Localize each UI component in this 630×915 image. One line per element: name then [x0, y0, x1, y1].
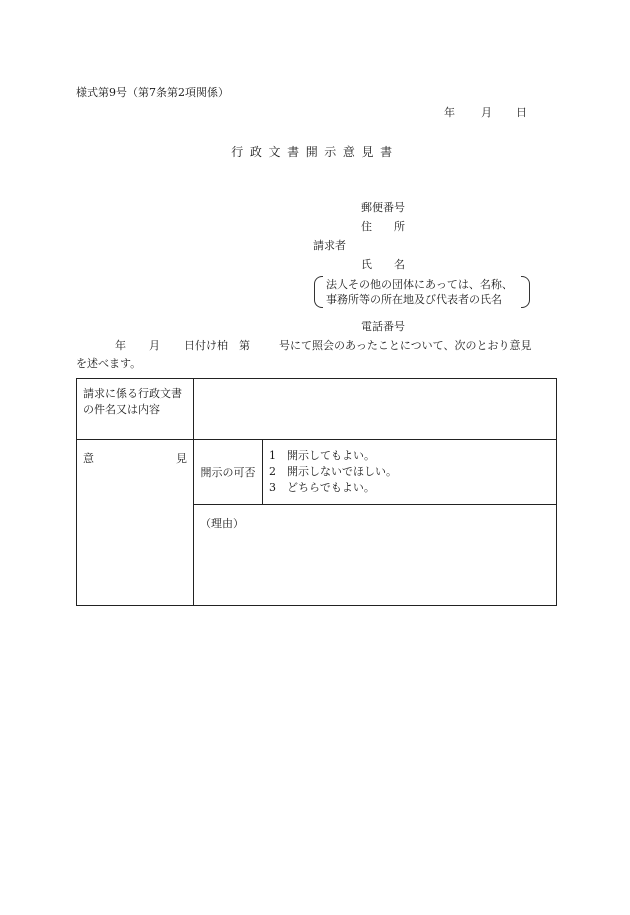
option-text: 開示してもよい。 [287, 449, 375, 462]
intro-year: 年 [115, 339, 126, 352]
left-bracket [314, 276, 323, 308]
option-text: どちらでもよい。 [287, 481, 375, 494]
opinion-label-b: 見 [176, 452, 187, 465]
corporate-note-line2: 事務所等の所在地及び代表者の氏名 [326, 293, 502, 306]
intro-day-text: 日付け柏 第 [184, 339, 250, 352]
form-number: 様式第9号（第7条第2項関係） [76, 86, 229, 99]
intro-line2: を述べます。 [76, 357, 142, 370]
corporate-note-bracket [314, 276, 530, 306]
option-number: 2 [269, 465, 276, 478]
postal-code-label: 郵便番号 [361, 201, 405, 214]
intro-month: 月 [149, 339, 160, 352]
date-year-label: 年 [444, 106, 455, 119]
opinion-table [76, 378, 557, 606]
disclosure-options [263, 440, 557, 505]
address-label: 住 所 [361, 220, 405, 233]
opinion-label-a: 意 [83, 452, 94, 465]
document-title: 行政文書開示意見書 [231, 145, 399, 159]
reason-label: （理由） [200, 517, 244, 530]
corporate-note-line1: 法人その他の団体にあっては、名称、 [326, 278, 513, 291]
option-item[interactable] [269, 448, 556, 464]
name-label: 氏 名 [361, 258, 405, 271]
phone-label: 電話番号 [361, 320, 405, 333]
table-row-subject [77, 379, 557, 440]
table-row-disclosure [77, 440, 557, 505]
opinion-label-cell [77, 440, 194, 606]
option-item[interactable] [269, 464, 556, 480]
intro-rest: 号にて照会のあったことについて、次のとおり意見 [279, 339, 532, 352]
option-text: 開示しないでほしい。 [287, 465, 397, 478]
subject-input[interactable] [194, 379, 557, 440]
reason-field[interactable] [194, 505, 557, 606]
date-day-label: 日 [516, 106, 527, 119]
date-month-label: 月 [481, 106, 492, 119]
requester-label: 請求者 [313, 239, 346, 252]
right-bracket [521, 276, 530, 308]
option-number: 1 [269, 449, 276, 462]
option-number: 3 [269, 481, 276, 494]
option-item[interactable] [269, 480, 556, 496]
disclosure-label: 開示の可否 [194, 440, 263, 505]
subject-label: 請求に係る行政文書の件名又は内容 [77, 379, 194, 440]
